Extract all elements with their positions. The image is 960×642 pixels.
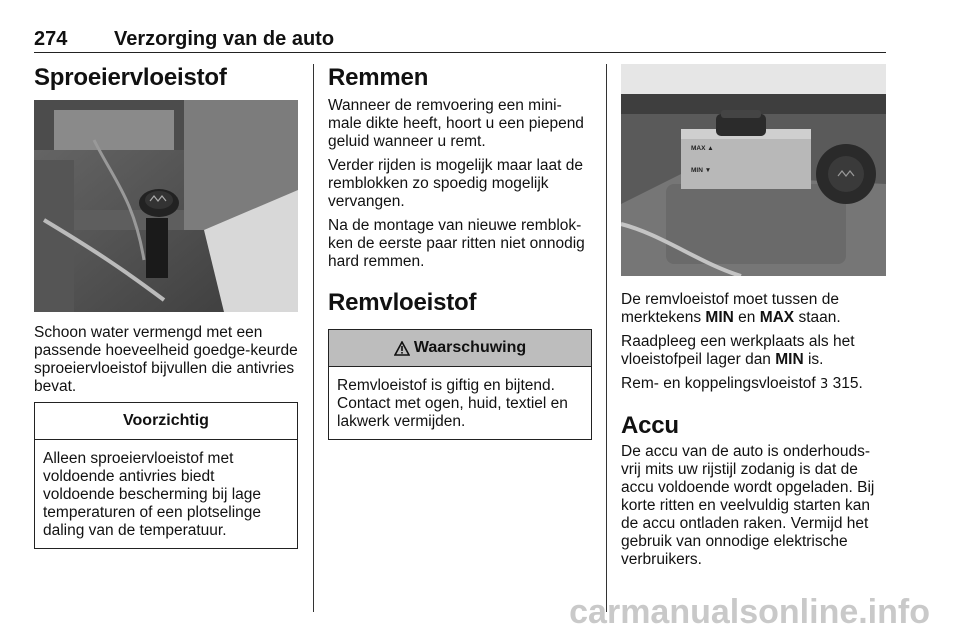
section-heading-brake-fluid: Remvloeistof: [328, 289, 477, 316]
text-span: is.: [803, 351, 824, 368]
min-label: MIN: [705, 309, 734, 326]
section-heading-washer-fluid: Sproeiervloeistof: [34, 64, 227, 91]
brake-fluid-paragraph-2: [621, 333, 886, 369]
column-divider-2: [606, 64, 607, 612]
watermark: carmanualsonline.info: [569, 593, 930, 631]
warning-box: [328, 329, 592, 440]
column-brake-fluid-battery: [621, 64, 886, 575]
text-span: Raadpleeg een werkplaats als het vloeistofpeil lager dan: [621, 333, 855, 368]
column-washer-fluid: [34, 64, 298, 549]
text-span: De remvloeistof moet tussen de merktekens: [621, 291, 839, 326]
column-divider-1: [313, 64, 314, 612]
text-span: staan.: [794, 309, 841, 326]
brakes-paragraph-1: Wanneer de remvoering een mini-male dikte heeft, hoort u een piepend geluid wanneer u remt.: [328, 97, 584, 150]
warning-triangle-icon: [394, 341, 410, 356]
caution-title: Voorzichtig: [35, 403, 297, 440]
min-label: MIN: [775, 351, 804, 368]
caution-text: Alleen sproeiervloeistof met voldoende antivries biedt voldoende bescherming bij lage temperaturen of een plotselinge daling van de temperatuur.: [43, 450, 262, 539]
washer-reservoir-photo: [34, 100, 298, 312]
text-span: Rem- en koppelingsvloeistof: [621, 375, 821, 392]
section-heading-brakes: Remmen: [328, 64, 429, 91]
section-heading-battery: Accu: [621, 412, 679, 439]
page-reference-arrow-icon: 3: [820, 377, 829, 392]
brake-fluid-reservoir-photo: [621, 64, 886, 276]
warning-title: Waarschuwing: [413, 339, 527, 356]
column-brakes: [328, 64, 592, 440]
battery-paragraph: De accu van de auto is onderhouds-vrij mits uw rijstijl zodanig is dat de accu voldoende wordt opgeladen. Bij korte ritten en veelvuldig starten kan de accu ontladen raken. Vermijd het gebruik van onnodige elektrische verbruikers.: [621, 443, 875, 568]
min-marker-label: MIN ▼: [691, 167, 712, 174]
max-marker-label: MAX ▲: [691, 145, 714, 152]
brake-fluid-paragraph-3: [621, 375, 886, 394]
max-label: MAX: [759, 309, 795, 326]
page-number: 274: [34, 28, 68, 50]
page-header: [34, 28, 886, 53]
chapter-title: Verzorging van de auto: [114, 28, 335, 50]
washer-fluid-text: Schoon water vermengd met een passende hoeveelheid goedge-keurde sproeiervloeistof bijvullen die antivries bevat.: [34, 324, 298, 395]
brakes-paragraph-3: Na de montage van nieuwe remblok-ken de eerste paar ritten niet onnodig hard remmen.: [328, 217, 585, 270]
brake-fluid-paragraph-1: [621, 291, 886, 327]
caution-box: [34, 402, 298, 549]
warning-header: [329, 330, 591, 367]
page-reference: 315.: [828, 375, 863, 392]
brakes-paragraph-2: Verder rijden is mogelijk maar laat de remblokken zo spoedig mogelijk vervangen.: [328, 157, 584, 210]
warning-text: Remvloeistof is giftig en bijtend. Contact met ogen, huid, textiel en lakwerk vermijden.: [337, 377, 568, 430]
text-span: en: [733, 309, 760, 326]
